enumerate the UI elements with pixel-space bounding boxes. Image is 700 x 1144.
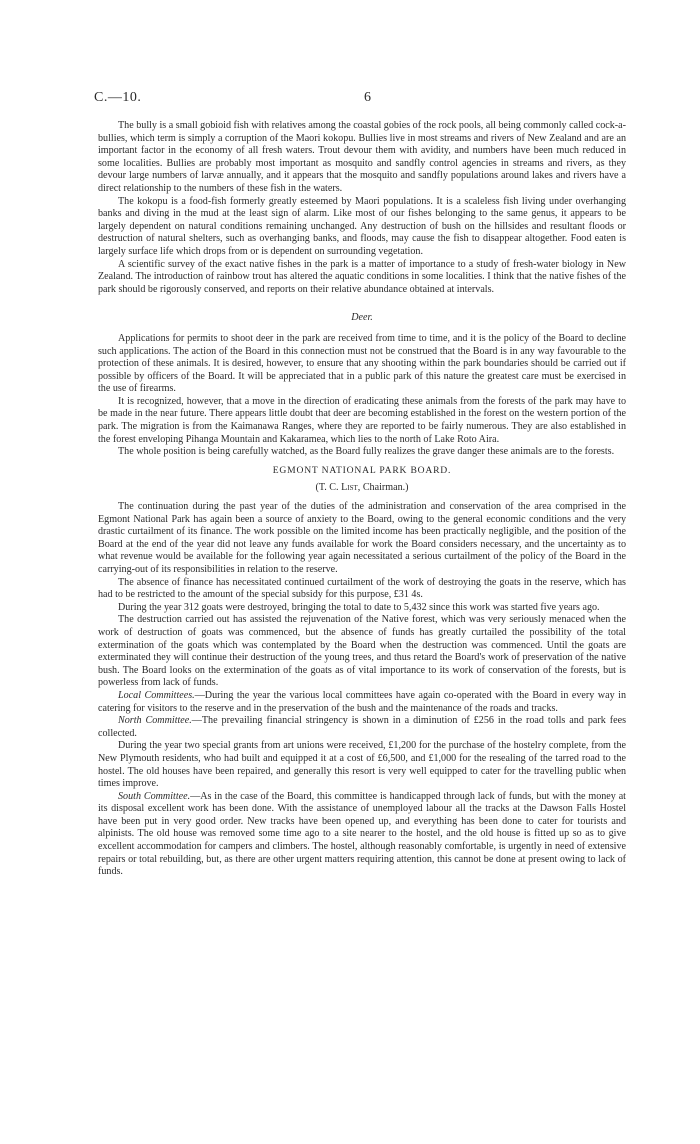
section-chairman <box>98 482 626 495</box>
paragraph-egmont-continuation: The continuation during the past year of the duties of the administration and conservation of the area comprised in the Egmont National Park has again been a source of anxiety to the Board, owing to the general economic conditions and the very drastic curtailment of its finance. The work possible on the limited income has been practically negligible, and the position of the Board at the end of the year did not leave any funds available for work the Board considers necessary, and the uncertainty as to what revenue would be available for the following year again necessitated a serious curtailment of the policy of the Board in the carrying-out of its responsibilities in relation to the reserve. <box>98 501 626 575</box>
body-text <box>98 120 626 879</box>
paragraph-goats-destroyed: During the year 312 goats were destroyed, bringing the total to date to 5,432 since this work was started five years ago. <box>118 601 600 613</box>
paragraph-deer-position: The whole position is being carefully watched, as the Board fully realizes the grave danger these animals are to the forests. <box>118 446 615 458</box>
chairman-open: (T. C. <box>315 482 342 494</box>
paragraph-goats-destruction: The destruction carried out has assisted the rejuvenation of the Native forest, which was very seriously menaced when the work of destruction of goats was commenced, but the absence of funds has greatly curtailed the possibility of the total extermination of the goats which was contemplated by the Board when the destruction was commenced. Until the goats are exterminated they will continue their destruction of the young trees, and thus retard the Board's work of preservation of the native bush. The Board looks on the extermination of the goats as of vital importance to its work of conservation of the forests, but is powerless from lack of funds. <box>98 614 626 689</box>
page-header <box>94 90 614 110</box>
paragraph-deer-eradication: It is recognized, however, that a move in the direction of eradicating these animals from the forests of the park may have to be made in the near future. There appears little doubt that deer are becoming established in the forest on the western portion of the park. The migration is from the Kaimanawa Ranges, where they are reported to be fairly numerous. They are also established in the forest enveloping Pihanga Mountain and Kakaramea, which lies to the north of Lake Roto Aira. <box>98 395 626 445</box>
text-south-committee: —As in the case of the Board, this committee is handicapped through lack of funds, but with the money at its disposal excellent work has been done. With the assistance of unemployed labour all the tracks at the Dawson Falls Hostel have been put in very good order. New tracks have been opened up, and everything has been done to cater for tourists and alpinists. The old house was removed some time ago to a site nearer to the hostel, and the old house is fitted up so as to give excellent accommodation for campers and climbers. The hostel, although reasonably comfortable, is urgently in need of extensive repairs or total rebuilding, but, as there are other urgent matters requiring attention, this cannot be done at present owing to lack of funds. <box>98 790 626 878</box>
chairman-name: List <box>341 482 358 494</box>
label-local-committees: Local Committees. <box>118 689 195 701</box>
text-north-committee: —The prevailing financial stringency is shown in a diminution of £256 in the road tolls and park fees collected. <box>98 715 627 739</box>
chairman-role: , Chairman.) <box>357 482 409 494</box>
text-local-committees: —During the year the various local committees have again co-operated with the Board in every way in catering for visitors to the reserve and in the preservation of the bush and the maintenance of the roads and tracks. <box>98 689 626 714</box>
paragraph-local-committees <box>98 690 626 715</box>
paragraph-south-committee <box>98 791 626 879</box>
section-heading-deer: Deer. <box>351 312 373 324</box>
label-south-committee: South Committee. <box>118 790 191 802</box>
paragraph-survey: A scientific survey of the exact native fishes in the park is a matter of importance to a study of fresh-water biology in New Zealand. The introduction of rainbow trout has altered the aquatic conditions in some localities. I think that the native fishes of the park should be rigorously conserved, and reports on their relative abundance obtained at intervals. <box>98 258 626 295</box>
label-north-committee: North Committee. <box>118 715 192 727</box>
paragraph-goats-finance: The absence of finance has necessitated continued curtailment of the work of destroying the goats in the reserve, which has had to be restricted to the amount of the special subsidy for this purpose, £31 4s. <box>98 576 626 601</box>
paragraph-kokopu: The kokopu is a food-fish formerly greatly esteemed by Maori populations. It is a scaleless fish living under overhanging banks and diving in the mud at the least sign of alarm. Like most of our fishes belonging to the same genus, it appears to be largely dependent on natural conditions remaining unchanged. Any destruction of bush on the hillsides and resultant floods or destruction of natural shelters, such as overhanging banks, and floods, may cause the fish to disappear altogether. Food eaten is largely surface life which drops from or is dependent on surrounding vegetation. <box>98 195 626 257</box>
paragraph-special-grants: During the year two special grants from art unions were received, £1,200 for the purchase of the hostelry complete, from the New Plymouth residents, who had built and equipped it at a cost of £6,500, and £1,000 for the resealing of the tarred road to the hostel. The old houses have been repaired, and generally this resort is very well equipped to cater for the travelling public when times improve. <box>98 740 626 790</box>
paragraph-north-committee <box>98 715 626 740</box>
paragraph-deer-permits: Applications for permits to shoot deer in the park are received from time to time, and it is the policy of the Board to decline such applications. The action of the Board in this connection must not be construed that the Board is in any way favourable to the protection of these animals. It is desired, however, to ensure that any shooting within the park boundaries should be carried out if possible by officers of the Board. It will be appreciated that in a public park of this nature the greatest care must be exercised in the use of firearms. <box>98 332 626 395</box>
paragraph-bully: The bully is a small gobioid fish with relatives among the coastal gobies of the rock pools, all being commonly called cock-a-bullies, which term is simply a corruption of the Maori kokopu. Bullies live in most streams and rivers of New Zealand and are an important factor in the economy of all fresh waters. Trout devour them with avidity, and numbers have been much reduced in some localities. Bullies are probably most important as mosquito and sandfly control agencies in streams and rivers, as they devour large numbers of larvæ annually, and it appears that the mosquito and sandfly populations around lakes and rivers have a direct relationship to the numbers of these fish in the waters. <box>98 120 626 194</box>
section-title-egmont: EGMONT NATIONAL PARK BOARD. <box>272 464 452 476</box>
document-reference: C.—10. <box>94 90 142 105</box>
page-number: 6 <box>364 90 371 105</box>
